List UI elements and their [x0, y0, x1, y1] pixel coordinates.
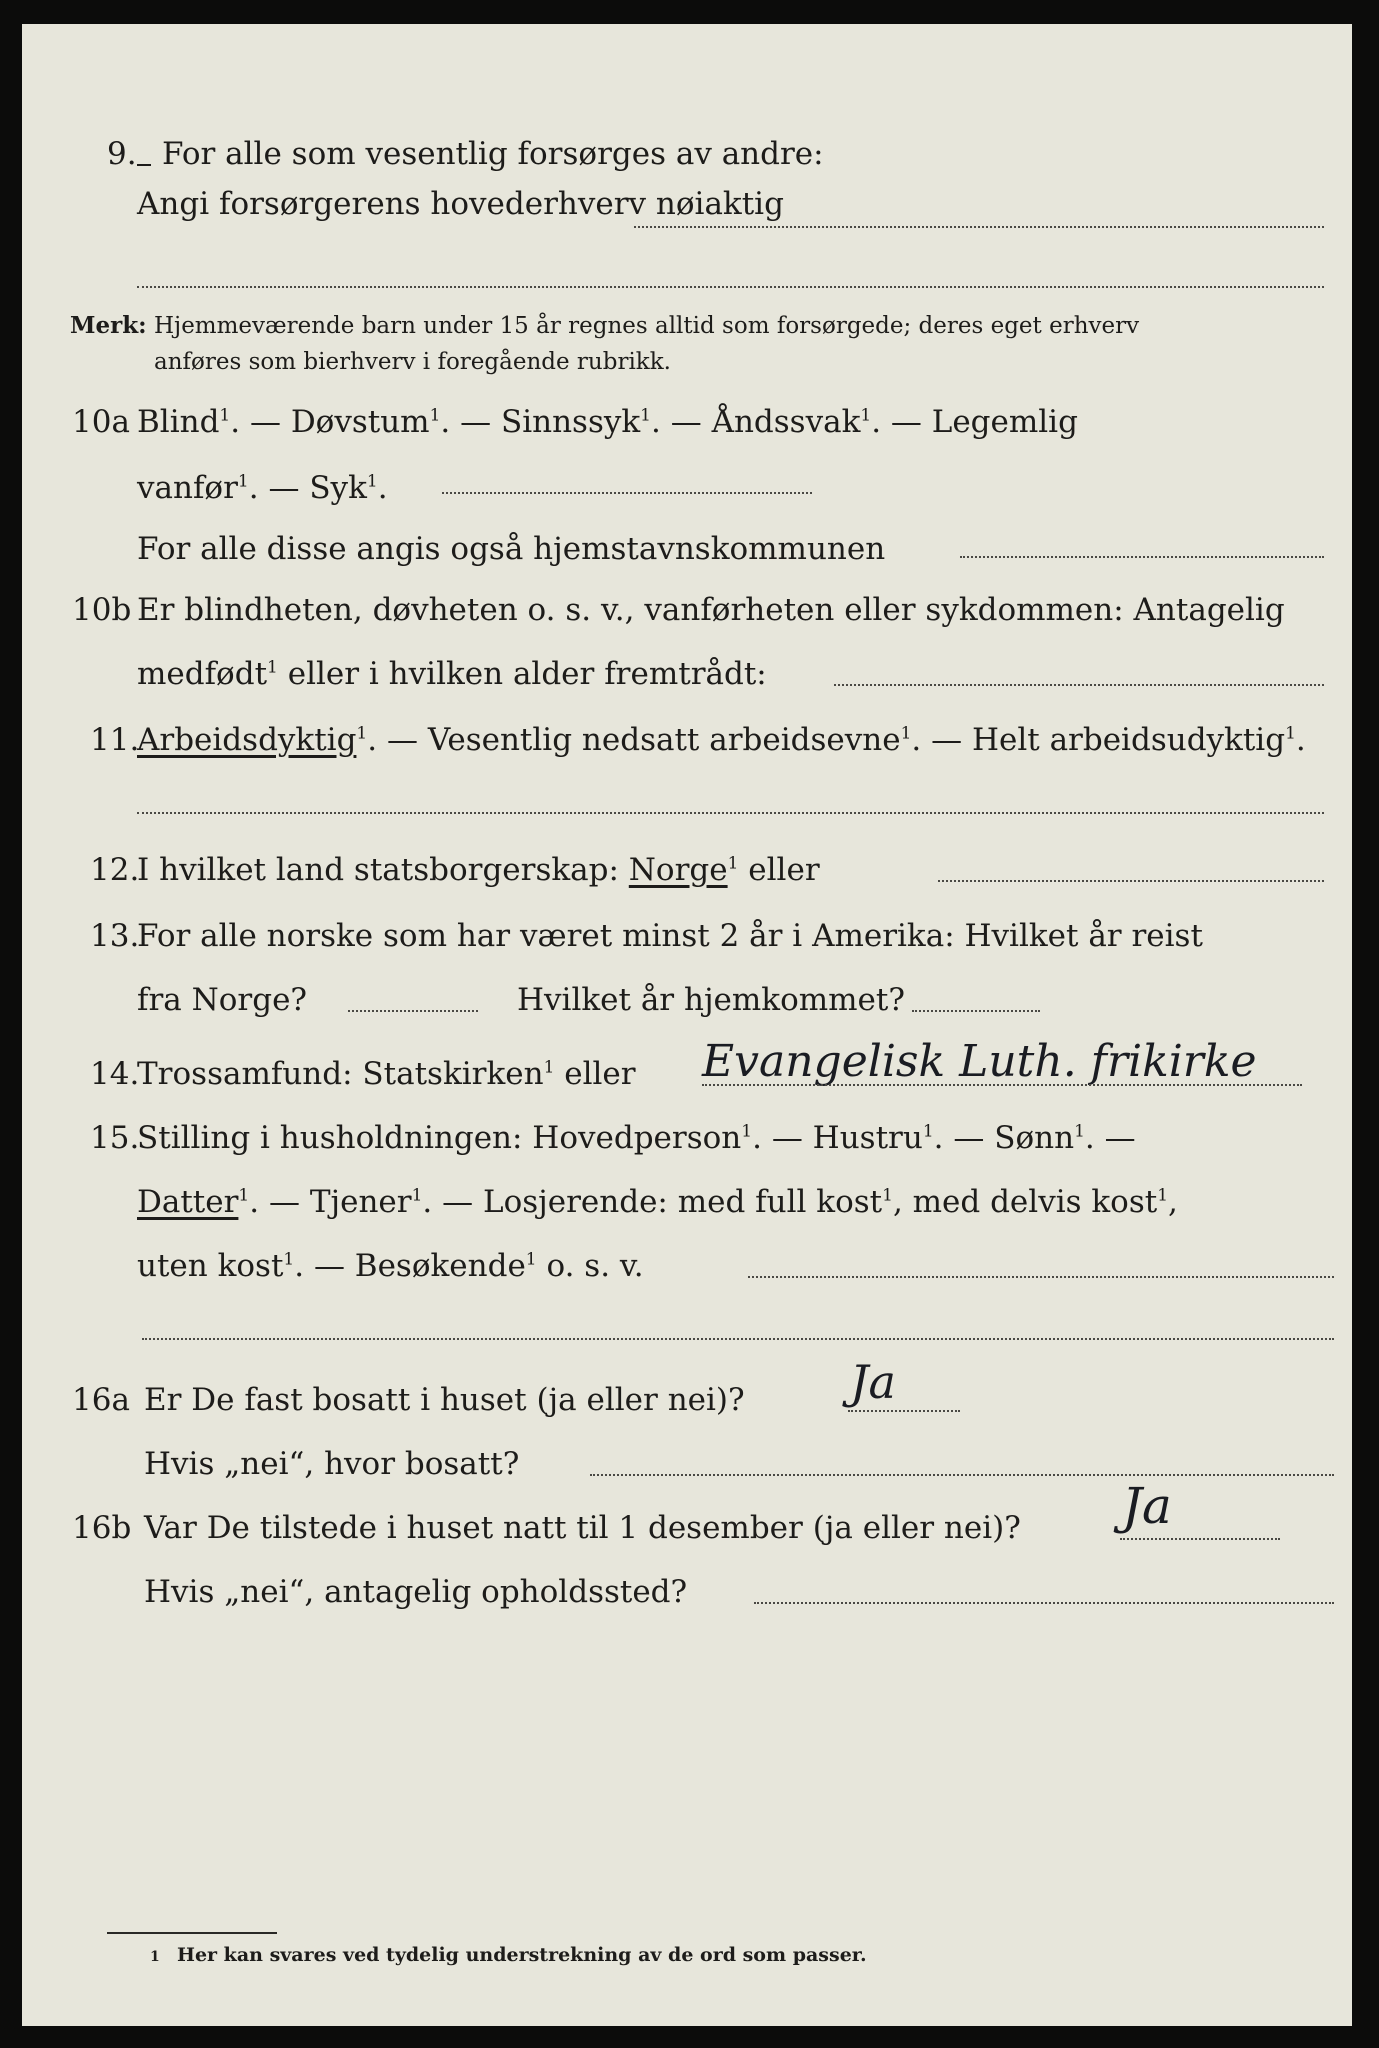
helt-option: — Helt arbeidsudyktig: [931, 722, 1286, 758]
footnote-ref: 1: [882, 1185, 893, 1206]
footnote-text: Her kan svares ved tydelig understrekning av de ord som passer.: [177, 1944, 867, 1966]
q15-line2: Datter$^1$. — Tjener$^1$. — Losjerende: med full kost$^1$, med delvis kost$^1$,: [137, 1184, 1178, 1220]
footnote-ref: 1: [429, 405, 441, 426]
q12-eller: eller: [748, 852, 820, 888]
q10b-answer-line: [834, 684, 1324, 686]
q15-answer-line: [748, 1276, 1334, 1278]
footnote-ref: 1: [1074, 1121, 1085, 1142]
q16b-number: 16b: [72, 1510, 132, 1546]
q14-eller: eller: [564, 1056, 636, 1092]
q11-extra-line: [137, 812, 1324, 814]
q12-answer-line: [938, 880, 1324, 882]
dovstum-label: Døvstum: [290, 404, 430, 440]
q9-line1: For alle som vesentlig forsørges av andre:: [162, 136, 824, 172]
sinnssyk-label: Sinnssyk: [500, 404, 641, 440]
hovedperson-option: Stilling i husholdningen: Hovedperson: [137, 1120, 742, 1156]
footnote-ref: 1: [356, 723, 368, 744]
merk-line2: anføres som bierhverv i foregående rubrikk.: [154, 349, 671, 375]
q16a-answer-line: [848, 1410, 960, 1412]
q10b-alder-label: eller i hvilken alder fremtrådt:: [287, 656, 767, 692]
q16a-handwritten-answer: Ja: [850, 1355, 896, 1409]
merk-label: Merk:: [70, 312, 147, 339]
footnote-ref: 1: [267, 657, 278, 678]
merk-line1: Hjemmeværende barn under 15 år regnes alltid som forsørgede; deres eget erhverv: [154, 313, 1140, 339]
q13-line1: For alle norske som har været minst 2 år i Amerika: Hvilket år reist: [137, 918, 1203, 954]
q16b-handwritten-answer: Ja: [1122, 1477, 1172, 1535]
q9-number: 9.: [107, 136, 137, 172]
q13-fra-line: [348, 1010, 478, 1012]
q9-dash: [137, 136, 155, 166]
q9-answer-line: [634, 226, 1324, 228]
q14-number: 14.: [90, 1056, 140, 1092]
q15-osv: o. s. v.: [546, 1248, 644, 1284]
vanfor-label: vanfør: [137, 470, 238, 506]
syk-label: Syk: [309, 470, 367, 506]
q9-line2: Angi forsørgerens hovederhverv nøiaktig: [137, 186, 784, 222]
q10b-line2: [137, 654, 767, 694]
footnote-ref: 1: [411, 1185, 423, 1206]
footnote-ref: 1: [366, 471, 378, 492]
q16b-answer-line: [1120, 1538, 1280, 1540]
q14-line: [137, 1054, 636, 1094]
q16b-line1: Var De tilstede i huset natt til 1 desember (ja eller nei)?: [144, 1510, 1021, 1546]
sonn-option: — Sønn: [953, 1120, 1075, 1156]
q10b-number: 10b: [72, 592, 132, 628]
footnote-ref: 1: [238, 1185, 250, 1206]
q16a-number: 16a: [72, 1382, 130, 1418]
q14-handwritten-answer: Evangelisk Luth. frikirke: [702, 1036, 1257, 1087]
uten-kost-option: uten kost: [137, 1248, 284, 1284]
q13-number: 13.: [90, 918, 140, 954]
medfodt-label: medfødt: [137, 656, 268, 692]
footnote-ref: 1: [640, 405, 651, 426]
q16b-opholdssted-line: [754, 1602, 1334, 1604]
q9-extra-line: [137, 286, 1324, 288]
q16a-bosatt-line: [590, 1474, 1334, 1476]
q16a-line1: Er De fast bosatt i huset (ja eller nei)?: [144, 1382, 745, 1418]
q12-text: I hvilket land statsborgerskap:: [137, 852, 619, 888]
full-kost-option: — Losjerende: med full kost: [442, 1184, 883, 1220]
andssvak-label: Åndssvak: [711, 404, 861, 440]
q12-number: 12.: [90, 852, 140, 888]
vesentlig-option: — Vesentlig nedsatt arbeidsevne: [386, 722, 901, 758]
footnote-rule: [107, 1932, 277, 1934]
q11-number: 11.: [90, 722, 140, 758]
tjener-option: — Tjener: [268, 1184, 412, 1220]
footnote-ref: 1: [1157, 1185, 1169, 1206]
q11-line: Arbeidsdyktig$^1$. — Vesentlig nedsatt arbeidsevne$^1$. — Helt arbeidsudyktig$^1$.: [137, 722, 1306, 758]
datter-option: Datter: [137, 1184, 239, 1220]
delvis-kost-option: , med delvis kost: [892, 1184, 1158, 1220]
norge-option: Norge: [628, 852, 728, 888]
legemlig-label: Legemlig: [931, 404, 1078, 440]
footnote-ref: 1: [543, 1057, 555, 1078]
arbeidsdyktig-option: Arbeidsdyktig: [137, 722, 357, 758]
q13-hjemkommet-line: [912, 1010, 1040, 1012]
census-form-page: [22, 24, 1352, 2026]
q10b-line1: Er blindheten, døvheten o. s. v., vanførheten eller sykdommen: Antagelig: [137, 592, 1285, 628]
footnote-ref: 1: [727, 853, 739, 874]
besokende-option: — Besøkende: [313, 1248, 526, 1284]
footnote-ref: 1: [741, 1121, 753, 1142]
q10a-line3: For alle disse angis også hjemstavnskommunen: [137, 531, 886, 567]
q14-answer-line: [702, 1084, 1302, 1086]
footnote-ref: 1: [922, 1121, 934, 1142]
q13-hjemkommet-label: Hvilket år hjemkommet?: [517, 982, 905, 1018]
q10a-line1: Blind$^1$. — Døvstum$^1$. — Sinnssyk$^1$. — Åndssvak$^1$. — Legemlig: [137, 404, 1078, 440]
q10a-number: 10a: [72, 404, 130, 440]
footnote-ref: 1: [219, 405, 231, 426]
footnote-ref: 1: [1285, 723, 1296, 744]
footnote-ref: 1: [283, 1249, 295, 1270]
blind-label: Blind: [137, 404, 220, 440]
q13-fra-label: fra Norge?: [137, 982, 308, 1018]
footnote-ref: 1: [525, 1249, 537, 1270]
q15-line3: uten kost$^1$. — Besøkende$^1$ o. s. v.: [137, 1248, 644, 1284]
q15-extra-line: [142, 1338, 1334, 1340]
q16a-line2: Hvis „nei“, hvor bosatt?: [144, 1446, 520, 1482]
q12-line: [137, 850, 820, 890]
q10a-syk-line: [442, 492, 812, 494]
q10a-hjemstavn-line: [960, 556, 1324, 558]
q15-line1: Stilling i husholdningen: Hovedperson$^1$. — Hustru$^1$. — Sønn$^1$. —: [137, 1120, 1136, 1156]
q15-number: 15.: [90, 1120, 140, 1156]
footnote-ref: 1: [860, 405, 872, 426]
q16b-line2: Hvis „nei“, antagelig opholdssted?: [144, 1574, 688, 1610]
footnote-ref: 1: [237, 471, 249, 492]
footnote-ref: 1: [900, 723, 912, 744]
statskirken-label: Trossamfund: Statskirken: [137, 1056, 544, 1092]
footnote-mark: 1: [150, 1949, 160, 1965]
q10a-line2: vanfør$^1$. — Syk$^1$.: [137, 470, 388, 506]
hustru-option: — Hustru: [771, 1120, 923, 1156]
